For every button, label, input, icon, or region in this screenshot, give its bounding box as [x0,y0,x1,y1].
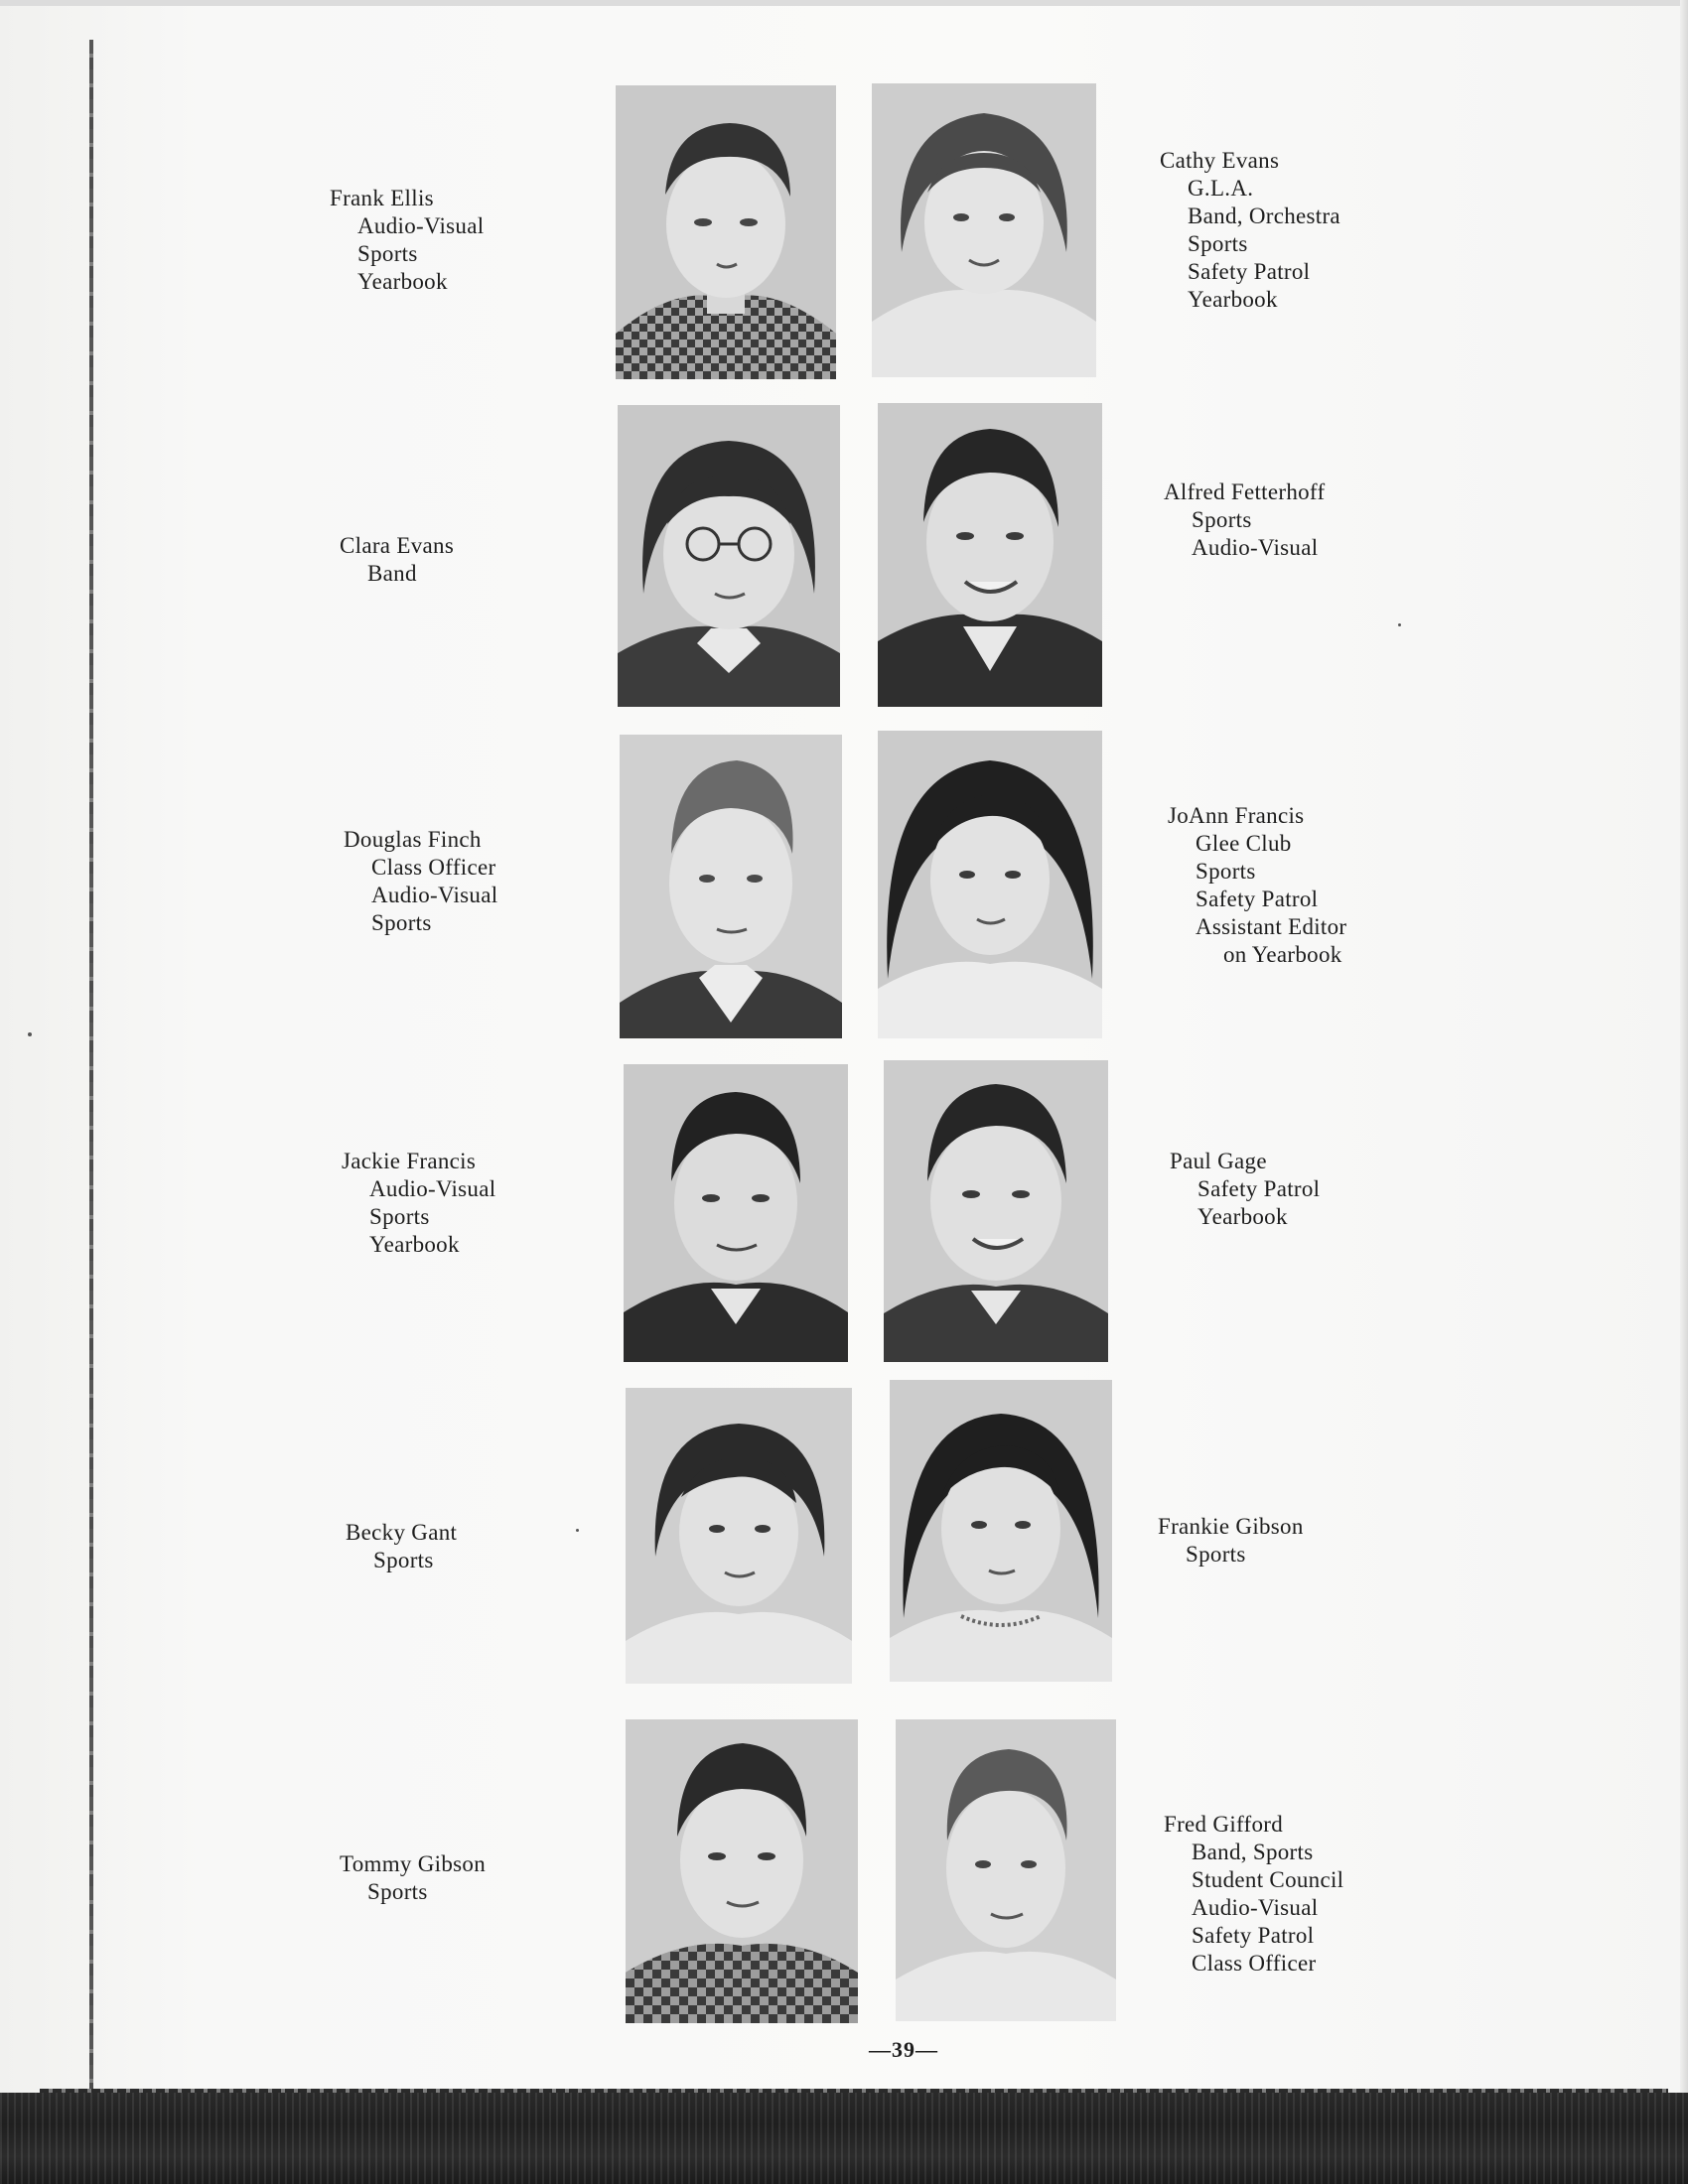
portrait-image [624,1064,848,1362]
activity: Class Officer [371,855,496,880]
activity: Audio-Visual [371,883,498,907]
portrait-image [890,1380,1112,1682]
portrait-alfred-fetterhoff [878,403,1102,707]
student-name: Cathy Evans [1160,148,1280,173]
student-name: Frank Ellis [330,186,434,210]
activity: Band, Orchestra [1188,204,1340,228]
student-name: Douglas Finch [344,827,482,852]
caption-frankie-gibson [1158,1513,1304,1569]
activity: Band [367,561,417,586]
caption-joann-francis [1168,802,1346,969]
caption-paul-gage [1170,1148,1320,1231]
activity: Sports [373,1548,434,1572]
portrait-image [872,83,1096,377]
activity: Safety Patrol [1192,1923,1315,1948]
activity: Sports [371,910,432,935]
student-name: Jackie Francis [342,1149,477,1173]
caption-frank-ellis [330,185,484,296]
student-name: Becky Gant [346,1520,458,1545]
portrait-becky-gant [626,1388,852,1684]
activity: Safety Patrol [1197,1176,1321,1201]
activity: Yearbook [1197,1204,1288,1229]
caption-clara-evans [340,532,454,588]
scan-right-edge [1680,0,1688,2095]
portrait-image [626,1719,858,2023]
activity: Class Officer [1192,1951,1317,1976]
activity: Audio-Visual [369,1176,496,1201]
activity: Yearbook [1188,287,1278,312]
caption-becky-gant [346,1519,457,1574]
caption-tommy-gibson [340,1850,486,1906]
portrait-image [618,405,840,707]
activity: Assistant Editor [1196,914,1347,939]
scan-top-edge [0,0,1688,6]
activity: Safety Patrol [1196,887,1319,911]
caption-douglas-finch [344,826,497,937]
student-name: JoAnn Francis [1168,803,1305,828]
activity: Sports [1188,231,1248,256]
activity: Audio-Visual [1192,535,1319,560]
activity: Yearbook [357,269,448,294]
activity: Safety Patrol [1188,259,1311,284]
portrait-joann-francis [878,731,1102,1038]
portrait-fred-gifford [896,1719,1116,2021]
activity: Student Council [1192,1867,1344,1892]
portrait-frankie-gibson [890,1380,1112,1682]
portrait-douglas-finch [620,735,842,1038]
student-name: Frankie Gibson [1158,1514,1304,1539]
activity: on Yearbook [1223,942,1342,967]
portrait-image [896,1719,1116,2021]
portrait-clara-evans [618,405,840,707]
binding-line [89,40,93,2095]
portrait-tommy-gibson [626,1719,858,2023]
activity: Band, Sports [1192,1840,1314,1864]
student-name: Alfred Fetterhoff [1164,479,1326,504]
scan-speck [576,1529,579,1532]
activity: Sports [1186,1542,1246,1567]
activity: Audio-Visual [357,213,485,238]
activity: Yearbook [369,1232,460,1257]
portrait-image [884,1060,1108,1362]
activity: Audio-Visual [1192,1895,1319,1920]
portrait-image [616,85,836,379]
portrait-jackie-francis [624,1064,848,1362]
portrait-frank-ellis [616,85,836,379]
portrait-image [626,1388,852,1684]
caption-fred-gifford [1164,1811,1343,1978]
activity: Sports [1192,507,1252,532]
portrait-image [878,403,1102,707]
activity: Sports [369,1204,430,1229]
page-number: —39— [869,2037,938,2062]
portrait-image [878,731,1102,1038]
student-name: Paul Gage [1170,1149,1267,1173]
scan-speck [1398,623,1401,626]
student-name: Clara Evans [340,533,455,558]
bottom-scan-band [0,2093,1688,2184]
portrait-paul-gage [884,1060,1108,1362]
caption-cathy-evans [1160,147,1340,314]
student-name: Tommy Gibson [340,1851,487,1876]
activity: Sports [357,241,418,266]
portrait-image [620,735,842,1038]
portrait-cathy-evans [872,83,1096,377]
scan-speck [28,1032,32,1036]
caption-alfred-fetterhoff [1164,478,1325,562]
caption-jackie-francis [342,1148,495,1259]
student-name: Fred Gifford [1164,1812,1284,1837]
activity: Sports [367,1879,428,1904]
activity: G.L.A. [1188,176,1254,201]
activity: Sports [1196,859,1256,884]
activity: Glee Club [1196,831,1292,856]
